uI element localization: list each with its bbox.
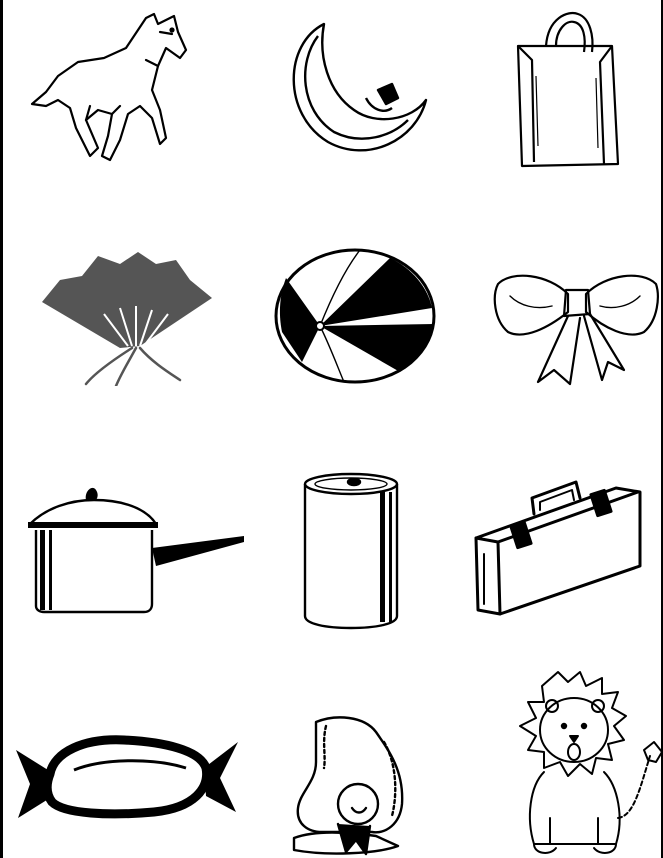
pot-icon: [26, 478, 246, 616]
fan-icon: [40, 250, 216, 386]
ball-icon: [272, 246, 438, 386]
candy-icon: [14, 722, 240, 828]
moon-icon: [280, 18, 432, 158]
horse-icon: [28, 10, 200, 170]
page-border-left: [0, 0, 3, 858]
lion-icon: [494, 668, 663, 858]
bag-icon: [508, 6, 628, 172]
sock-icon: [286, 712, 412, 858]
can-icon: [300, 470, 402, 630]
bow-icon: [490, 266, 662, 392]
suitcase-icon: [470, 474, 646, 622]
